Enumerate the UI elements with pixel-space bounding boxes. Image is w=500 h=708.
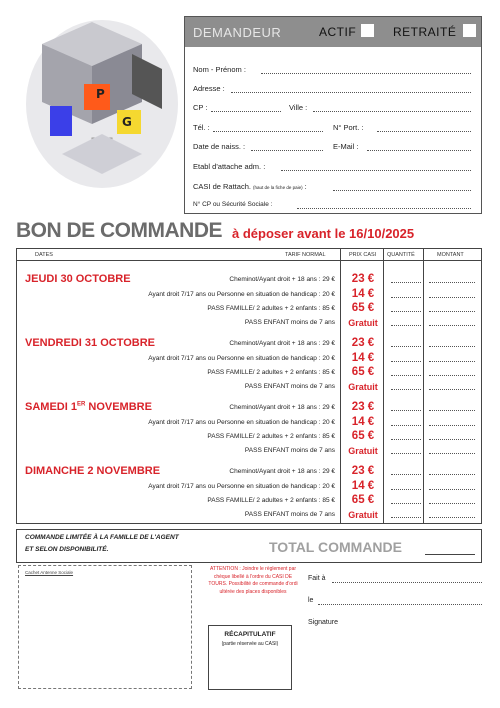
le-label: le (308, 597, 314, 604)
limit-note: COMMANDE LIMITÉE À LA FAMILLE DE L'AGENT (25, 534, 179, 541)
total-label: TOTAL COMMANDE (269, 539, 402, 555)
amount-field[interactable] (429, 439, 475, 440)
amount-field[interactable] (429, 425, 475, 426)
quantity-field[interactable] (391, 389, 421, 390)
amount-field[interactable] (429, 325, 475, 326)
tarif-adulte: Cheminot/Ayant droit + 18 ans : 29 € (229, 340, 335, 347)
stamp-label: Cachet Antenne Sociale (25, 570, 74, 575)
cp-field[interactable] (211, 111, 281, 112)
secu-field[interactable] (297, 208, 471, 209)
amount-field[interactable] (429, 282, 475, 283)
tarif-pass-famille: PASS FAMILLE/ 2 adultes + 2 enfants : 85 € (207, 369, 335, 376)
nom-label: Nom - Prénom : (193, 65, 246, 74)
demandeur-header (185, 17, 481, 47)
stamp-box (18, 565, 192, 689)
email-label: E-Mail : (333, 142, 359, 151)
retraite-checkbox[interactable] (463, 24, 476, 37)
amount-field[interactable] (429, 375, 475, 376)
amount-field[interactable] (429, 474, 475, 475)
tarif-enfant: Ayant droit 7/17 ans ou Personne en situation de handicap : 20 € (148, 355, 335, 362)
day-label: JEUDI 30 OCTOBRE (25, 273, 131, 285)
cp-label: CP : (193, 103, 208, 112)
amount-field[interactable] (429, 297, 475, 298)
price: 65 € (351, 430, 375, 442)
price: 14 € (351, 288, 375, 300)
price: 65 € (351, 302, 375, 314)
actif-checkbox[interactable] (361, 24, 374, 37)
amount-field[interactable] (429, 517, 475, 518)
quantity-field[interactable] (391, 503, 421, 504)
casi-logo (22, 14, 180, 192)
tarif-pass-enfant: PASS ENFANT moins de 7 ans (244, 319, 335, 326)
price: Gratuit (348, 382, 378, 392)
tarif-pass-enfant: PASS ENFANT moins de 7 ans (244, 383, 335, 390)
price: 23 € (351, 401, 375, 413)
le-field[interactable] (318, 604, 482, 605)
order-table (16, 248, 482, 524)
price: 14 € (351, 416, 375, 428)
ville-label: Ville : (289, 103, 308, 112)
total-field[interactable] (425, 554, 475, 555)
casi-label: CASI de Rattach. (haut de la fiche de paie) : (193, 182, 307, 191)
recap-subtitle: (partie réservée au CASI) (221, 641, 279, 647)
price: 23 € (351, 273, 375, 285)
amount-field[interactable] (429, 410, 475, 411)
tarif-pass-enfant: PASS ENFANT moins de 7 ans (244, 511, 335, 518)
signature-label: Signature (308, 619, 338, 626)
price: 14 € (351, 352, 375, 364)
date-naiss-label: Date de naiss. : (193, 142, 246, 151)
quantity-field[interactable] (391, 346, 421, 347)
tarif-adulte: Cheminot/Ayant droit + 18 ans : 29 € (229, 468, 335, 475)
fait-a-field[interactable] (332, 582, 482, 583)
demandeur-box (184, 16, 482, 214)
recap-box (208, 625, 292, 690)
quantity-field[interactable] (391, 453, 421, 454)
header-tarif: TARIF NORMAL (285, 252, 326, 258)
port-field[interactable] (377, 131, 471, 132)
header-prix: PRIX CASI (349, 252, 377, 258)
quantity-field[interactable] (391, 474, 421, 475)
retraite-label: RETRAITÉ (393, 25, 457, 39)
recap-title: RÉCAPITULATIF (224, 631, 276, 638)
port-label: N° Port. : (333, 123, 364, 132)
quantity-field[interactable] (391, 375, 421, 376)
quantity-field[interactable] (391, 489, 421, 490)
day-label: DIMANCHE 2 NOVEMBRE (25, 465, 161, 477)
svg-text:P: P (96, 87, 105, 101)
email-field[interactable] (367, 150, 471, 151)
actif-label: ACTIF (319, 25, 357, 39)
price: 65 € (351, 494, 375, 506)
price: 23 € (351, 337, 375, 349)
header-dates: DATES (35, 252, 53, 258)
tarif-enfant: Ayant droit 7/17 ans ou Personne en situation de handicap : 20 € (148, 291, 335, 298)
price: 23 € (351, 465, 375, 477)
price: Gratuit (348, 318, 378, 328)
tarif-pass-famille: PASS FAMILLE/ 2 adultes + 2 enfants : 85 € (207, 305, 335, 312)
header-quantite: QUANTITÉ (387, 252, 415, 258)
ville-field[interactable] (313, 111, 471, 112)
tel-field[interactable] (213, 131, 323, 132)
adresse-label: Adresse : (193, 84, 225, 93)
price: 65 € (351, 366, 375, 378)
header-montant: MONTANT (437, 252, 464, 258)
secu-label: N° CP ou Sécurité Sociale : (193, 201, 273, 208)
quantity-field[interactable] (391, 410, 421, 411)
amount-field[interactable] (429, 489, 475, 490)
col-divider (383, 249, 384, 523)
svg-text:G: G (122, 115, 132, 129)
quantity-field[interactable] (391, 517, 421, 518)
tarif-enfant: Ayant droit 7/17 ans ou Personne en situation de handicap : 20 € (148, 483, 335, 490)
tarif-enfant: Ayant droit 7/17 ans ou Personne en situation de handicap : 20 € (148, 419, 335, 426)
quantity-field[interactable] (391, 311, 421, 312)
quantity-field[interactable] (391, 297, 421, 298)
tarif-pass-famille: PASS FAMILLE/ 2 adultes + 2 enfants : 85 € (207, 497, 335, 504)
price: 14 € (351, 480, 375, 492)
tarif-pass-famille: PASS FAMILLE/ 2 adultes + 2 enfants : 85 € (207, 433, 335, 440)
quantity-field[interactable] (391, 361, 421, 362)
casi-field[interactable] (333, 190, 471, 191)
deadline-subtitle: à déposer avant le 16/10/2025 (232, 226, 415, 241)
tarif-pass-enfant: PASS ENFANT moins de 7 ans (244, 447, 335, 454)
day-label: VENDREDI 31 OCTOBRE (25, 337, 155, 349)
fait-a-label: Fait à (308, 575, 326, 582)
etabl-label: Etabl d'attache adm. : (193, 162, 266, 171)
col-divider (423, 249, 424, 523)
quantity-field[interactable] (391, 325, 421, 326)
day-label: SAMEDI 1ER NOVEMBRE (25, 401, 152, 413)
price: Gratuit (348, 510, 378, 520)
date-naiss-field[interactable] (251, 150, 323, 151)
amount-field[interactable] (429, 361, 475, 362)
adresse-field[interactable] (231, 92, 471, 93)
amount-field[interactable] (429, 453, 475, 454)
amount-field[interactable] (429, 389, 475, 390)
col-divider (340, 249, 341, 523)
attention-note: ATTENTION : Joindre le règlement par chèque libellé à l'ordre du CASI DE TOURS. Possibilité de commande d'ordi ultérée des places disponibles (208, 566, 298, 595)
amount-field[interactable] (429, 503, 475, 504)
quantity-field[interactable] (391, 282, 421, 283)
tarif-adulte: Cheminot/Ayant droit + 18 ans : 29 € (229, 276, 335, 283)
summary-box (16, 529, 482, 563)
header-divider (17, 260, 481, 261)
demandeur-title: DEMANDEUR (193, 25, 282, 40)
tarif-adulte: Cheminot/Ayant droit + 18 ans : 29 € (229, 404, 335, 411)
amount-field[interactable] (429, 311, 475, 312)
quantity-field[interactable] (391, 425, 421, 426)
amount-field[interactable] (429, 346, 475, 347)
page-title: BON DE COMMANDE (16, 219, 222, 242)
price: Gratuit (348, 446, 378, 456)
quantity-field[interactable] (391, 439, 421, 440)
etabl-field[interactable] (281, 170, 471, 171)
limit-note: ET SELON DISPONIBILITÉ. (25, 546, 109, 553)
nom-field[interactable] (261, 73, 471, 74)
tel-label: Tél. : (193, 123, 210, 132)
